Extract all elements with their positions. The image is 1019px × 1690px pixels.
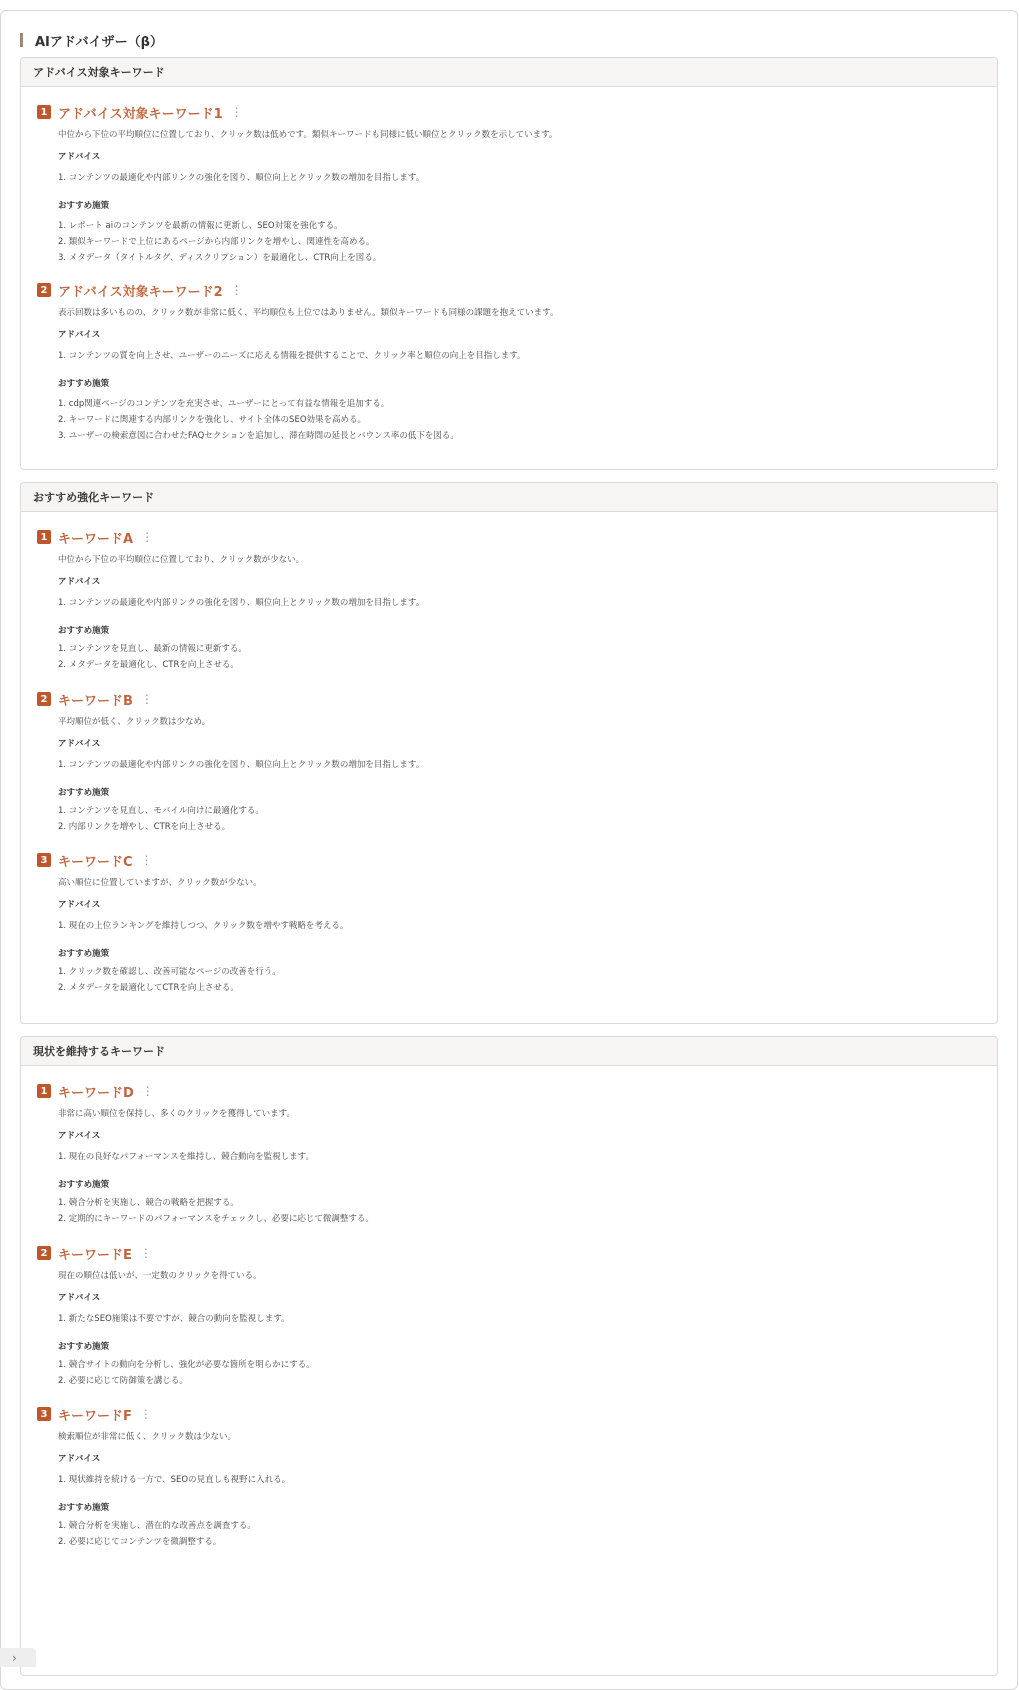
more-options-icon[interactable]: ⋮ [230,105,243,119]
recommended-label: おすすめ施策 [58,949,110,959]
recommended-line: 1. 競合分析を実施し、潜在的な改善点を調査する。 [58,1521,256,1531]
recommended-line: 2. キーワードに関連する内部リンクを強化し、サイト全体のSEO効果を高める。 [58,415,367,425]
rank-badge: 1 [37,1084,51,1098]
rank-badge: 1 [37,530,51,544]
recommended-line: 1. コンテンツを見直し、最新の情報に更新する。 [58,644,247,654]
advice-line: 1. コンテンツの最適化や内部リンクの強化を図り、順位向上とクリック数の増加を目指します。 [58,173,425,183]
advice-line: 1. 現在の上位ランキングを維持しつつ、クリック数を増やす戦略を考える。 [58,921,349,931]
advice-label: アドバイス [58,1454,101,1464]
keyword-description: 中位から下位の平均順位に位置しており、クリック数が少ない。 [58,555,305,565]
section-maintain [20,1036,998,1676]
keyword-card [37,527,977,677]
rank-badge: 3 [37,1407,51,1421]
section-title: アドバイス対象キーワード [21,58,997,87]
more-options-icon[interactable]: ⋮ [140,853,153,867]
section-recommended-strengthen [20,482,998,1024]
page-title: AIアドバイザー（β） [35,34,163,50]
recommended-line: 1. cdp関連ページのコンテンツを充実させ、ユーザーにとって有益な情報を追加する。 [58,399,390,409]
advice-line: 1. コンテンツの最適化や内部リンクの強化を図り、順位向上とクリック数の増加を目指します。 [58,760,425,770]
section-advice-target [20,57,998,470]
keyword-card [37,1404,977,1554]
keyword-card [37,1243,977,1393]
recommended-label: おすすめ施策 [58,1503,110,1513]
advice-label: アドバイス [58,900,101,910]
more-options-icon[interactable]: ⋮ [140,692,153,706]
recommended-line: 3. ユーザーの検索意図に合わせたFAQセクションを追加し、滞在時間の延長とバウンス率の低下を図る。 [58,431,459,441]
recommended-label: おすすめ施策 [58,1342,110,1352]
recommended-line: 2. 定期的にキーワードのパフォーマンスをチェックし、必要に応じて微調整する。 [58,1214,374,1224]
advice-label: アドバイス [58,1131,101,1141]
advice-label: アドバイス [58,330,101,340]
recommended-line: 1. レポート aiのコンテンツを最新の情報に更新し、SEO対策を強化する。 [58,221,343,231]
keyword-description: 表示回数は多いものの、クリック数が非常に低く、平均順位も上位ではありません。類似キーワードも同様の課題を抱えています。 [58,308,559,318]
more-options-icon[interactable]: ⋮ [141,1084,154,1098]
more-options-icon[interactable]: ⋮ [139,1246,152,1260]
advice-line: 1. 現在の良好なパフォーマンスを維持し、競合動向を監視します。 [58,1152,314,1162]
advice-label: アドバイス [58,739,101,749]
section-title: 現状を維持するキーワード [21,1037,997,1066]
page-header [20,30,163,50]
keyword-description: 中位から下位の平均順位に位置しており、クリック数は低めです。類似キーワードも同様に低い順位とクリック数を示しています。 [58,130,558,140]
advice-label: アドバイス [58,152,101,162]
recommended-line: 2. メタデータを最適化し、CTRを向上させる。 [58,660,239,670]
recommended-label: おすすめ施策 [58,379,110,389]
keyword-description: 高い順位に位置していますが、クリック数が少ない。 [58,878,262,888]
recommended-line: 1. 競合分析を実施し、競合の戦略を把握する。 [58,1198,239,1208]
keyword-card [37,102,977,272]
advice-line: 1. コンテンツの最適化や内部リンクの強化を図り、順位向上とクリック数の増加を目指します。 [58,598,425,608]
keyword-card [37,689,977,839]
advice-label: アドバイス [58,577,101,587]
advice-line: 1. コンテンツの質を向上させ、ユーザーのニーズに応える情報を提供することで、クリック率と順位の向上を目指します。 [58,351,526,361]
keyword-card [37,850,977,1000]
expand-sidebar-button[interactable] [0,1648,36,1667]
keyword-title[interactable]: キーワードC [58,854,133,870]
rank-badge: 2 [37,692,51,706]
keyword-description: 現在の順位は低いが、一定数のクリックを得ている。 [58,1271,262,1281]
recommended-line: 2. メタデータを最適化してCTRを向上させる。 [58,983,239,993]
rank-badge: 3 [37,853,51,867]
recommended-label: おすすめ施策 [58,1180,110,1190]
recommended-line: 2. 類似キーワードで上位にあるページから内部リンクを増やし、関連性を高める。 [58,237,375,247]
recommended-line: 2. 必要に応じて防御策を講じる。 [58,1376,188,1386]
keyword-card [37,1081,977,1231]
chevron-right-icon: › [12,1651,17,1665]
keyword-description: 検索順位が非常に低く、クリック数は少ない。 [58,1432,236,1442]
advice-label: アドバイス [58,1293,101,1303]
more-options-icon[interactable]: ⋮ [141,530,154,544]
recommended-label: おすすめ施策 [58,626,110,636]
rank-badge: 2 [37,1246,51,1260]
keyword-card [37,280,977,450]
recommended-line: 1. コンテンツを見直し、モバイル向けに最適化する。 [58,806,264,816]
recommended-line: 2. 内部リンクを増やし、CTRを向上させる。 [58,822,231,832]
keyword-title[interactable]: キーワードB [58,693,133,709]
recommended-line: 2. 必要に応じてコンテンツを微調整する。 [58,1537,222,1547]
recommended-line: 1. 競合サイトの動向を分析し、強化が必要な箇所を明らかにする。 [58,1360,315,1370]
rank-badge: 2 [37,283,51,297]
keyword-title[interactable]: アドバイス対象キーワード1 [58,106,223,122]
more-options-icon[interactable]: ⋮ [139,1407,152,1421]
section-title: おすすめ強化キーワード [21,483,997,512]
advice-line: 1. 現状維持を続ける一方で、SEOの見直しも視野に入れる。 [58,1475,291,1485]
keyword-title[interactable]: キーワードE [58,1247,132,1263]
more-options-icon[interactable]: ⋮ [230,283,243,297]
rank-badge: 1 [37,105,51,119]
recommended-label: おすすめ施策 [58,788,110,798]
keyword-description: 平均順位が低く、クリック数は少なめ。 [58,717,211,727]
recommended-line: 1. クリック数を確認し、改善可能なページの改善を行う。 [58,967,281,977]
keyword-title[interactable]: キーワードA [58,531,134,547]
advice-line: 1. 新たなSEO施策は不要ですが、競合の動向を監視します。 [58,1314,290,1324]
recommended-line: 3. メタデータ（タイトルタグ、ディスクリプション）を最適化し、CTR向上を図る。 [58,253,382,263]
keyword-description: 非常に高い順位を保持し、多くのクリックを獲得しています。 [58,1109,295,1119]
keyword-title[interactable]: キーワードD [58,1085,134,1101]
keyword-title[interactable]: キーワードF [58,1408,132,1424]
header-accent-bar [20,33,23,47]
keyword-title[interactable]: アドバイス対象キーワード2 [58,284,223,300]
recommended-label: おすすめ施策 [58,201,110,211]
